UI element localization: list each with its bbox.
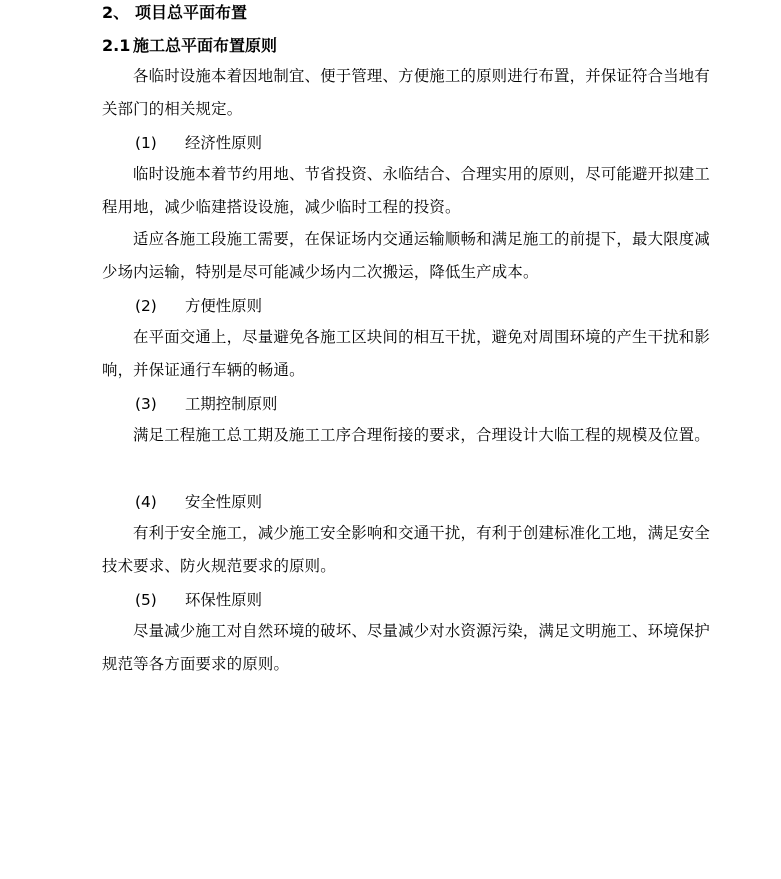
principle-number: (1): [135, 134, 157, 152]
principle-heading-environment: [135, 589, 262, 611]
principle-paragraph: 有利于安全施工，减少施工安全影响和交通干扰，有利于创建标准化工地，满足安全技术要求、防火规范要求的原则。: [102, 524, 710, 575]
subsection-title: 施工总平面布置原则: [133, 36, 278, 55]
principle-paragraph: 尽量减少施工对自然环境的破坏、尽量减少对水资源污染，满足文明施工、环境保护规范等各方面要求的原则。: [102, 622, 710, 673]
principle-paragraph: 适应各施工段施工需要，在保证场内交通运输顺畅和满足施工的前提下，最大限度减少场内运输，特别是尽可能减少场内二次搬运，降低生产成本。: [102, 230, 710, 281]
principle-heading-schedule: [135, 393, 277, 415]
principle-paragraph: 在平面交通上，尽量避免各施工区块间的相互干扰，避免对周围环境的产生干扰和影响，并保证通行车辆的畅通。: [102, 328, 710, 379]
principle-paragraph: 满足工程施工总工期及施工工序合理衔接的要求，合理设计大临工程的规模及位置。: [133, 426, 710, 444]
section-heading: [102, 2, 247, 24]
intro-paragraph: 各临时设施本着因地制宜、便于管理、方便施工的原则进行布置，并保证符合当地有关部门的相关规定。: [102, 67, 710, 118]
principle-heading-safety: [135, 491, 262, 513]
principle-number: (5): [135, 591, 157, 609]
principle-title: 经济性原则: [185, 134, 262, 152]
principle-title: 方便性原则: [185, 297, 262, 315]
principle-title: 环保性原则: [185, 591, 262, 609]
subsection-number: 2.1: [102, 36, 131, 55]
principle-number: (3): [135, 395, 157, 413]
principle-title: 安全性原则: [185, 493, 262, 511]
principle-title: 工期控制原则: [185, 395, 278, 413]
section-number: 2、: [102, 3, 130, 22]
principle-paragraph: 临时设施本着节约用地、节省投资、永临结合、合理实用的原则，尽可能避开拟建工程用地，减少临建搭设设施，减少临时工程的投资。: [102, 165, 710, 216]
principle-number: (4): [135, 493, 157, 511]
subsection-heading: [102, 35, 277, 57]
principle-heading-convenience: [135, 295, 262, 317]
section-title: 项目总平面布置: [135, 3, 248, 22]
principle-heading-economy: [135, 132, 262, 154]
principle-number: (2): [135, 297, 157, 315]
